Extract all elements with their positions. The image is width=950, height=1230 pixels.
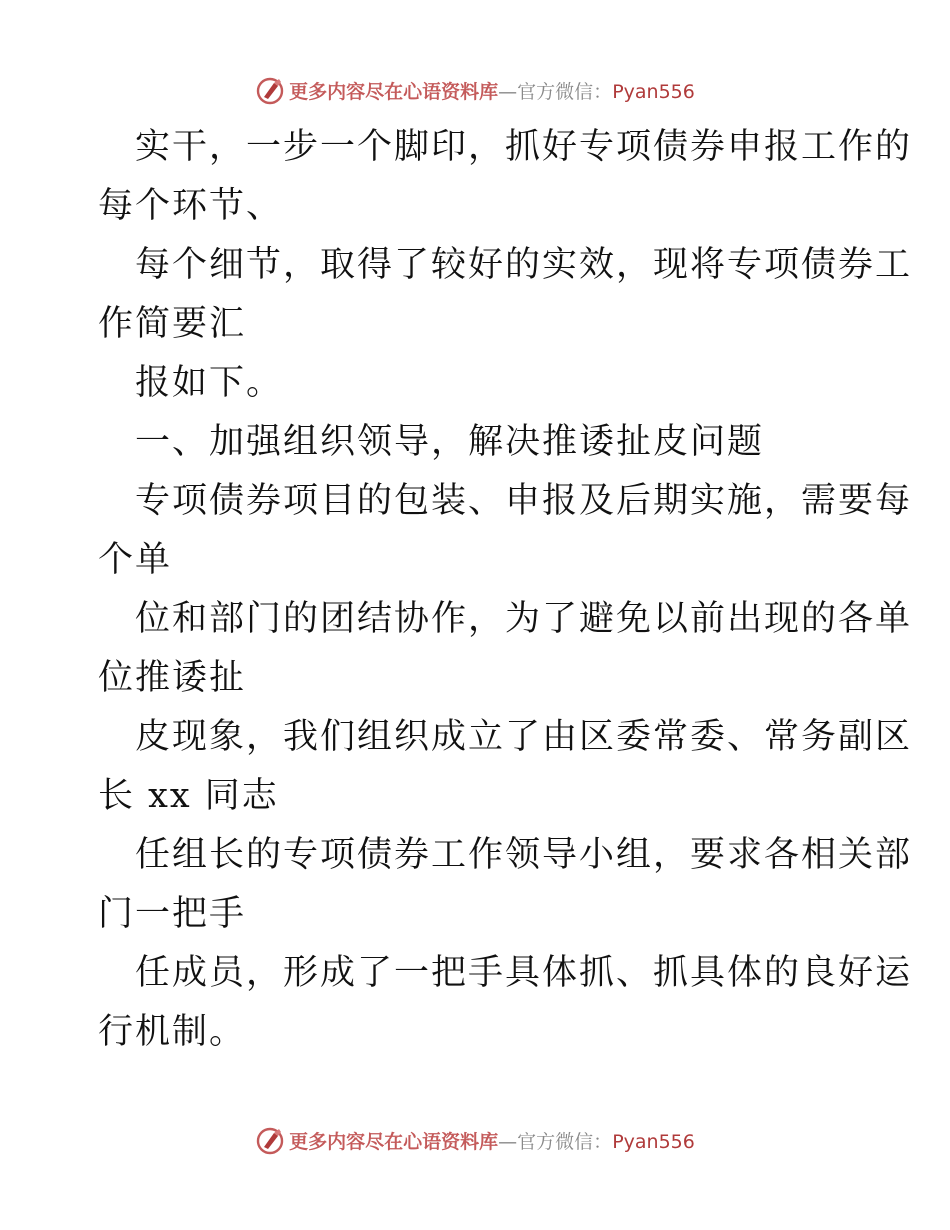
- paragraph-line: 个单: [98, 540, 173, 580]
- banner-main-text: 更多内容尽在心语资料库: [289, 1130, 499, 1153]
- paragraph-line: 专项债券项目的包装、申报及后期实施，需要每: [135, 481, 913, 521]
- banner-main-text: 更多内容尽在心语资料库: [289, 80, 499, 103]
- banner-account: Pyan556: [612, 1130, 695, 1153]
- banner-dash: —: [498, 1130, 518, 1153]
- header-banner: [0, 70, 950, 110]
- paragraph-line: 实干，一步一个脚印，抓好专项债券申报工作的: [135, 127, 913, 167]
- banner-label: 官方微信：: [517, 1130, 613, 1153]
- paragraph-line: 行机制。: [98, 1012, 247, 1052]
- paragraph-line: 任成员，形成了一把手具体抓、抓具体的良好运: [135, 953, 913, 993]
- document-body: [98, 118, 913, 1062]
- paragraph-line: 作简要汇: [98, 304, 247, 344]
- paragraph-line: 每个细节，取得了较好的实效，现将专项债券工: [135, 245, 913, 285]
- paragraph-line: 门一把手: [98, 894, 247, 934]
- footer-banner: [0, 1120, 950, 1160]
- paragraph-line: 报如下。: [135, 363, 284, 403]
- banner-label: 官方微信：: [517, 80, 613, 103]
- paragraph-line: 位和部门的团结协作，为了避免以前出现的各单: [135, 599, 913, 639]
- paragraph-line: 位推诿扯: [98, 658, 247, 698]
- banner-dash: —: [498, 80, 518, 103]
- pen-nib-logo-icon: [255, 75, 285, 105]
- pen-nib-logo-icon: [255, 1125, 285, 1155]
- paragraph-line: 皮现象，我们组织成立了由区委常委、常务副区: [135, 717, 913, 757]
- banner-text: [289, 77, 695, 104]
- paragraph-line: 任组长的专项债券工作领导小组，要求各相关部: [135, 835, 913, 875]
- banner-account: Pyan556: [612, 80, 695, 103]
- paragraph-line: 每个环节、: [98, 186, 284, 226]
- section-heading: 一、加强组织领导，解决推诿扯皮问题: [135, 422, 765, 462]
- banner-text: [289, 1127, 695, 1154]
- paragraph-line: 长 xx 同志: [98, 776, 279, 816]
